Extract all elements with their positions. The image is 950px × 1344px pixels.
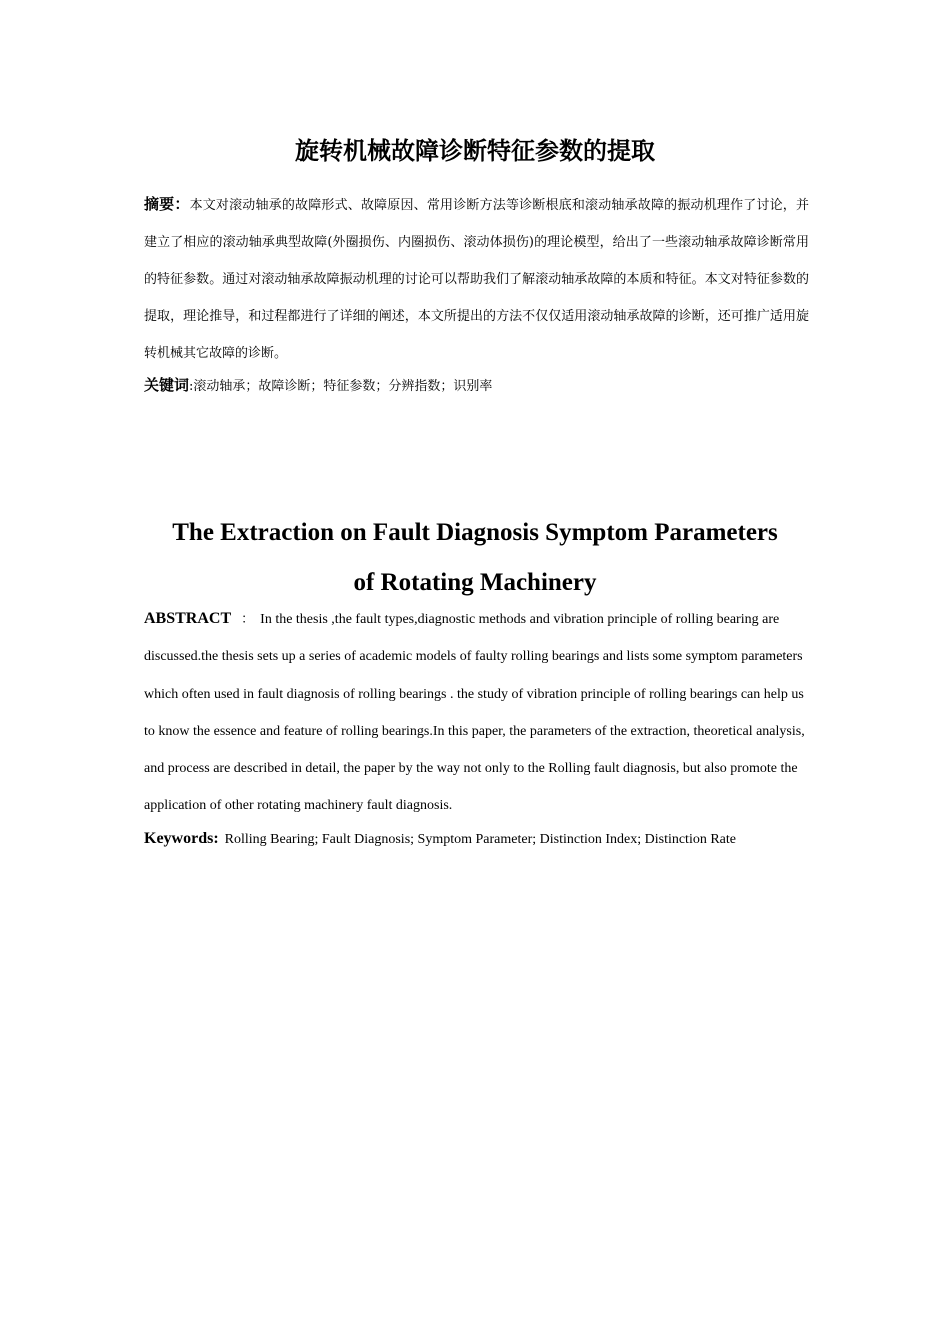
- english-keywords-label: Keywords:: [144, 830, 219, 847]
- chinese-keywords-label: 关键词: [144, 376, 190, 394]
- english-abstract-text: In the thesis ,the fault types,diagnostic methods and vibration principle of rolling bearing are discussed.the thesis sets up a series of academic models of faulty rolling bearings and lists some symptom parameters which often used in fault diagnosis of rolling bearings . the study of vibration principle of rolling bearings can help us to know the essence and feature of rolling bearings.In this paper, the parameters of the extraction, theoretical analysis, and process are described in detail, the paper by the way not only to the Rolling fault diagnosis, but also promote the application of other rotating machinery fault diagnosis.: [144, 612, 805, 814]
- chinese-keywords: [144, 370, 809, 402]
- chinese-abstract-label: 摘要：: [144, 195, 190, 213]
- chinese-title: 旋转机械故障诊断特征参数的提取: [295, 137, 655, 165]
- english-abstract: [144, 600, 809, 825]
- english-keywords-text: Rolling Bearing; Fault Diagnosis; Symptom Parameter; Distinction Index; Distinction Rate: [224, 832, 736, 847]
- english-abstract-separator: ：: [241, 611, 255, 626]
- english-title-line-1: The Extraction on Fault Diagnosis Symptom Parameters: [172, 519, 778, 546]
- english-title-line-2: of Rotating Machinery: [353, 569, 597, 596]
- english-keywords: [144, 824, 809, 855]
- chinese-keywords-text: :滚动轴承；故障诊断；特征参数；分辨指数；识别率: [189, 379, 493, 394]
- chinese-abstract: [144, 186, 809, 372]
- english-title: [0, 508, 950, 608]
- chinese-abstract-text: 本文对滚动轴承的故障形式、故障原因、常用诊断方法等诊断根底和滚动轴承故障的振动机理作了讨论，并建立了相应的滚动轴承典型故障(外圈损伤、内圈损伤、滚动体损伤)的理论模型，给出了一些滚动轴承故障诊断常用的特征参数。通过对滚动轴承故障振动机理的讨论可以帮助我们了解滚动轴承故障的本质和特征。本文对特征参数的提取，理论推导，和过程都进行了详细的阐述，本文所提出的方法不仅仅适用滚动轴承故障的诊断，还可推广适用旋转机械其它故障的诊断。: [144, 198, 809, 361]
- english-abstract-label: ABSTRACT: [144, 610, 232, 627]
